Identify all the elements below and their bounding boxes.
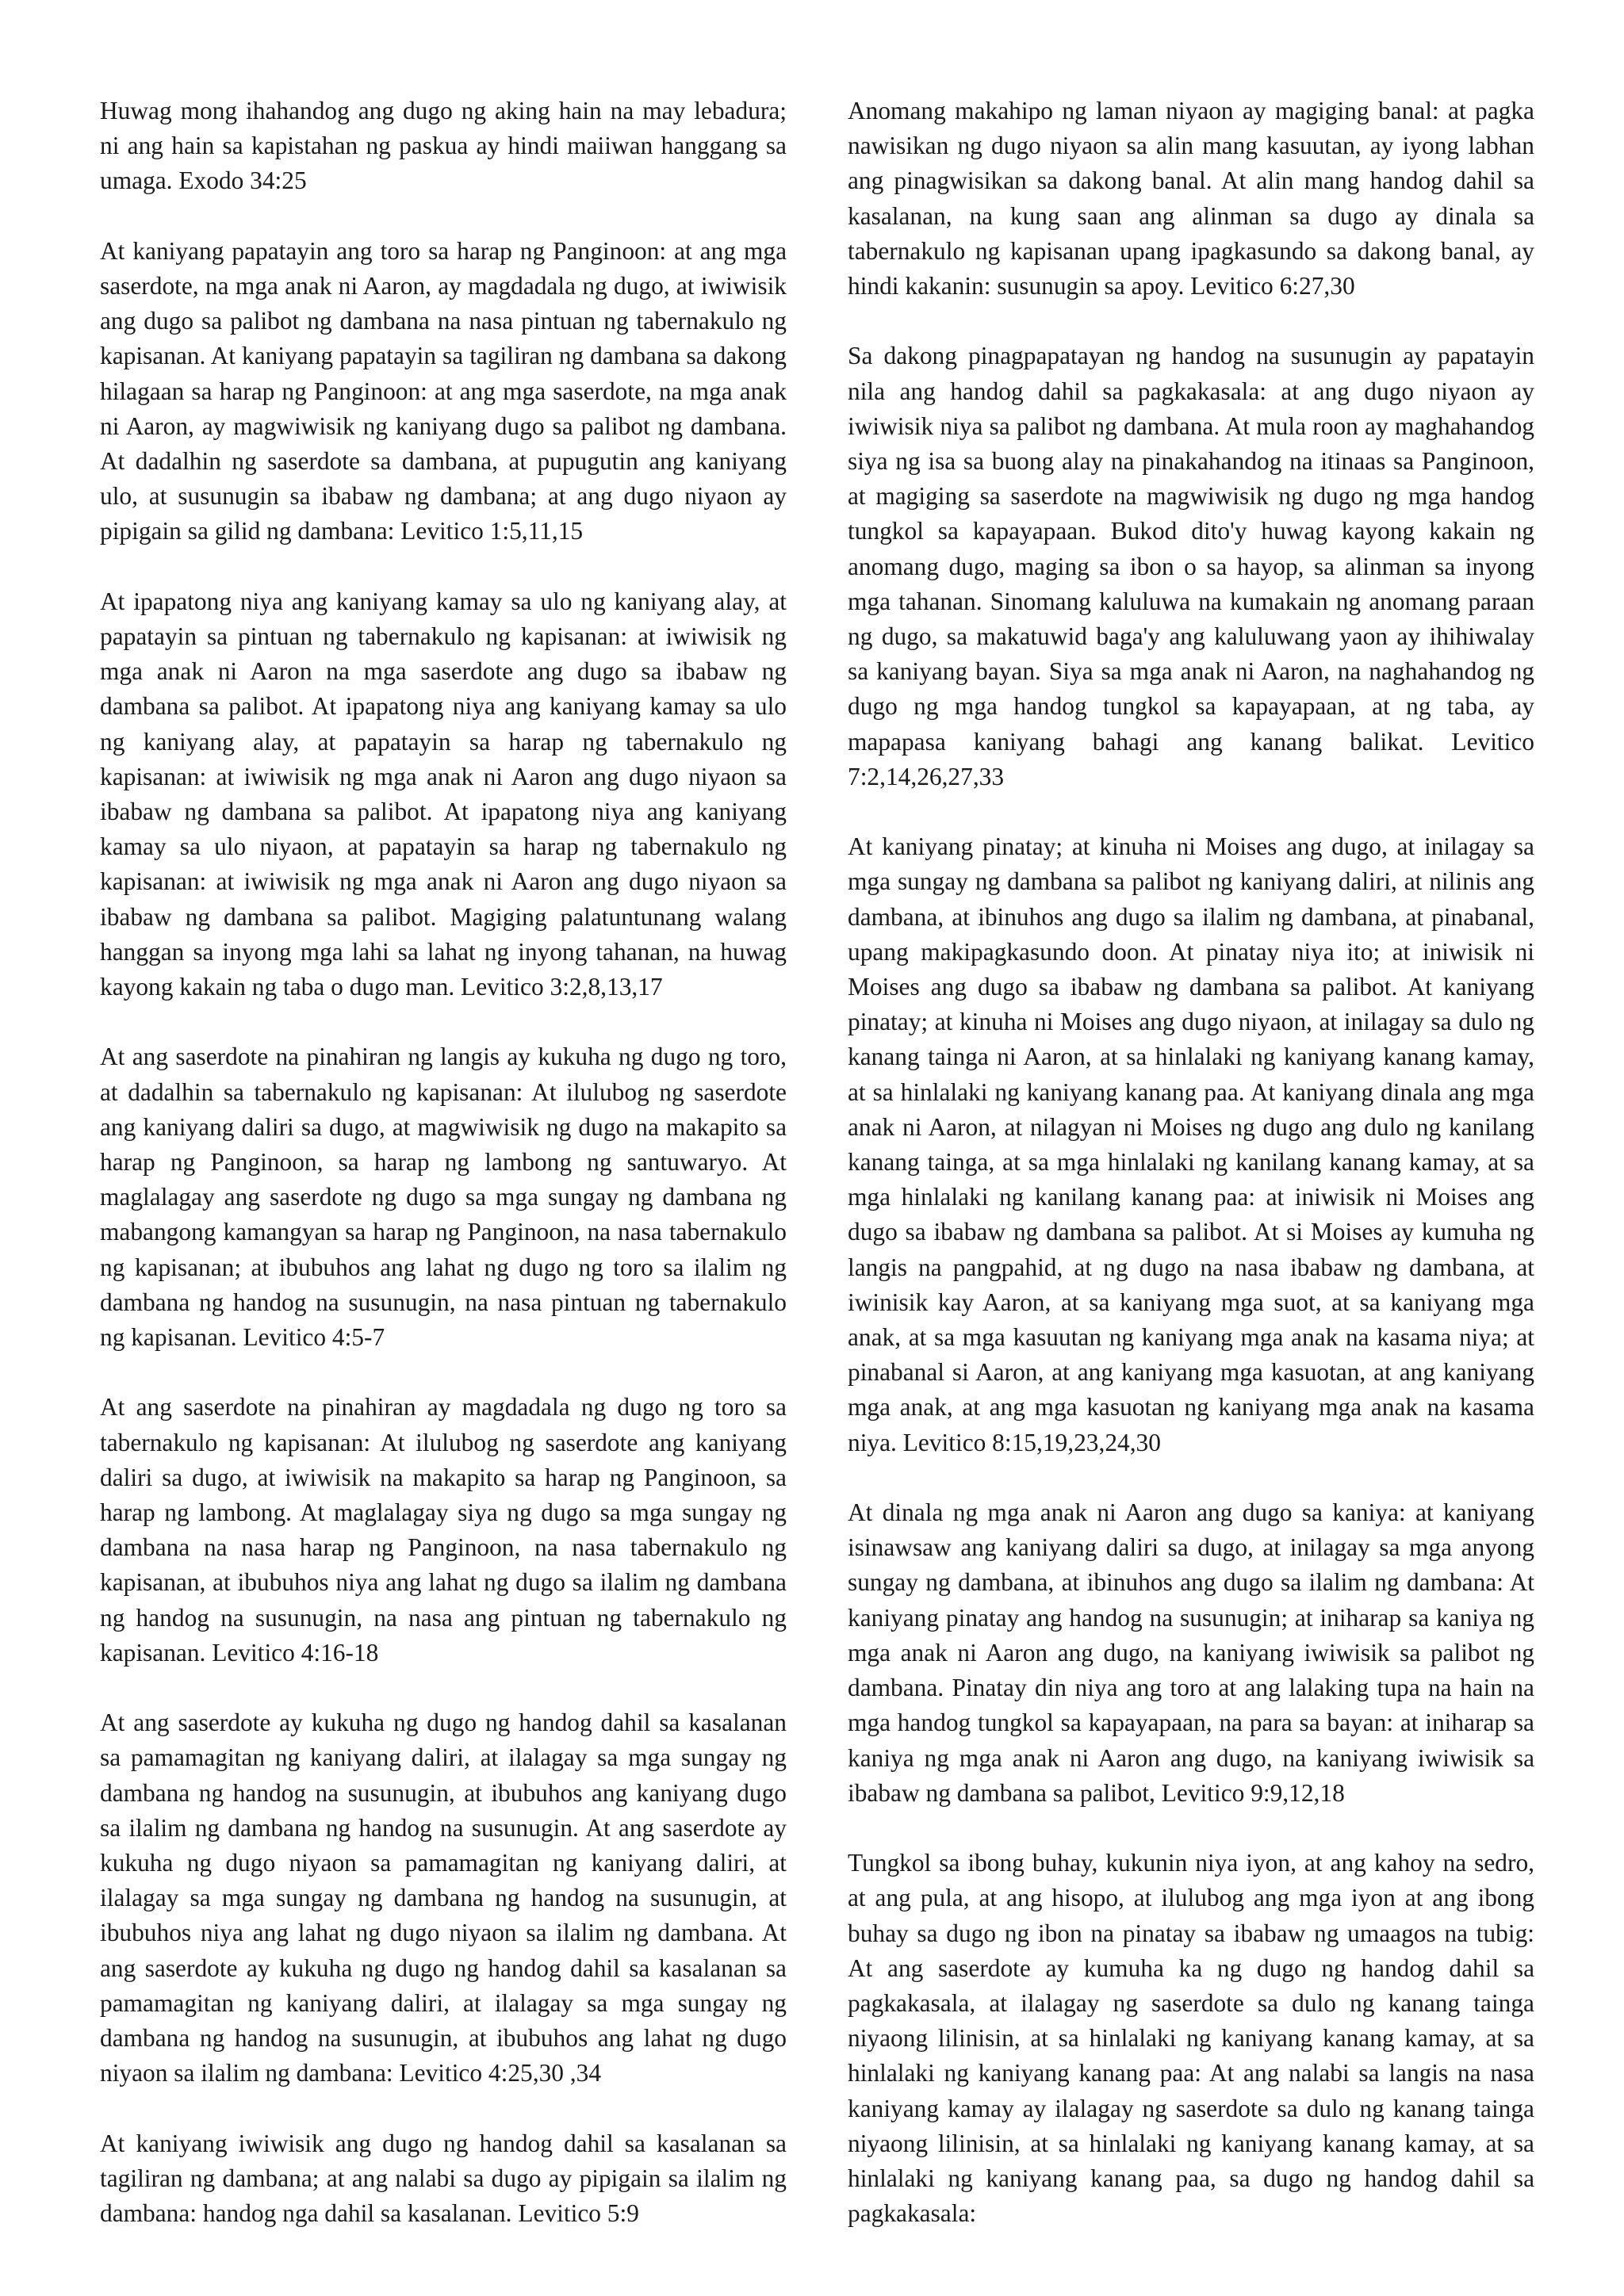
paragraph-levitico-7: Sa dakong pinagpapatayan ng handog na susunugin ay papatayin nila ang handog dahil sa pagkakasala: at ang dugo niyaon ay iwiwisik niya sa palibot ng dambana. At mula roon ay maghahandog siya ng isa sa buong alay na pinakahandog na itinaas sa Panginoon, at magiging sa saserdote na magwiwisik ng dugo ng mga handog tungkol sa kapayapaan. Bukod dito'y huwag kayong kakain ng anomang dugo, maging sa ibon o sa hayop, sa alinman sa inyong mga tahanan. Sinomang kaluluwa na kumakain ng anomang paraan ng dugo, sa makatuwid baga'y ang kaluluwang yaon ay ihihiwalay sa kaniyang bayan. Siya sa mga anak ni Aaron, na naghahandog ng dugo ng mga handog tungkol sa kapayapaan, at ng taba, ay mapapasa kaniyang bahagi ang kanang balikat. Levitico 7:2,14,26,27,33 [848, 342, 1534, 790]
paragraph-levitico-3: At ipapatong niya ang kaniyang kamay sa ulo ng kaniyang alay, at papatayin sa pintuan ng tabernakulo ng kapisanan: at iwiwisik ng mga anak ni Aaron na mga saserdote ang dugo sa ibabaw ng dambana sa palibot. At ipapatong niya ang kaniyang kamay sa ulo ng kaniyang alay, at papatayin sa harap ng tabernakulo ng kapisanan: at iwiwisik ng mga anak ni Aaron ang dugo niyaon sa ibabaw ng dambana sa palibot. At ipapatong niya ang kaniyang kamay sa ulo niyaon, at papatayin sa harap ng tabernakulo ng kapisanan: at iwiwisik ng mga anak ni Aaron ang dugo niyaon sa ibabaw ng dambana sa palibot. Magiging palatuntunang walang hanggan sa inyong mga lahi sa lahat ng inyong tahanan, na huwag kayong kakain ng taba o dugo man. Levitico 3:2,8,13,17 [100, 587, 787, 1001]
paragraph-levitico-8: At kaniyang pinatay; at kinuha ni Moises ang dugo, at inilagay sa mga sungay ng dambana sa palibot ng kaniyang daliri, at nilinis ang dambana, at ibinuhos ang dugo sa ilalim ng dambana, at pinabanal, upang makipagkasundo doon. At pinatay niya ito; at iniwisik ni Moises ang dugo sa ibabaw ng dambana sa palibot. At kaniyang pinatay; at kinuha ni Moises ang dugo niyaon, at inilagay sa dulo ng kanang tainga ni Aaron, at sa hinlalaki ng kaniyang kanang kamay, at sa hinlalaki ng kaniyang kanang paa. At kaniyang dinala ang mga anak ni Aaron, at nilagyan ni Moises ng dugo ang dulo ng kanilang kanang tainga, at sa mga hinlalaki ng kanilang kanang kamay, at sa mga hinlalaki ng kanilang kanang paa: at iniwisik ni Moises ang dugo sa ibabaw ng dambana sa palibot. At si Moises ay kumuha ng langis na pangpahid, at ng dugo na nasa ibabaw ng dambana, at iwinisik kay Aaron, at sa kaniyang mga suot, at sa kaniyang mga anak, at sa mga kasuutan ng kaniyang mga anak na kasama niya; at pinabanal si Aaron, at ang kaniyang mga kasuotan, at ang kaniyang mga anak, at ang mga kasuotan ng kaniyang mga anak na kasama niya. Levitico 8:15,19,23,24,30 [848, 832, 1534, 1456]
right-column [848, 94, 1534, 2231]
paragraph-levitico-1: At kaniyang papatayin ang toro sa harap ng Panginoon: at ang mga saserdote, na mga anak ni Aaron, ay magdadala ng dugo, at iwiwisik ang dugo sa palibot ng dambana na nasa pintuan ng tabernakulo ng kapisanan. At kaniyang papatayin sa tagiliran ng dambana sa dakong hilagaan sa harap ng Panginoon: at ang mga saserdote, na mga anak ni Aaron, ay magwiwisik ng kaniyang dugo sa palibot ng dambana. At dadalhin ng saserdote sa dambana, at pupugutin ang kaniyang ulo, at susunugin sa ibabaw ng dambana; at ang dugo niyaon ay pipigain sa gilid ng dambana: Levitico 1:5,11,15 [100, 236, 787, 545]
left-column [100, 94, 787, 2231]
paragraph-levitico-4-25-34: At ang saserdote ay kukuha ng dugo ng handog dahil sa kasalanan sa pamamagitan ng kaniyang daliri, at ilalagay sa mga sungay ng dambana ng handog na susunugin, at ibubuhos ang kaniyang dugo sa ilalim ng dambana ng handog na susunugin. At ang saserdote ay kukuha ng dugo niyaon sa pamamagitan ng kaniyang daliri, at ilalagay sa mga sungay ng dambana ng handog na susunugin, at ibubuhos niya ang lahat ng dugo niyaon sa ilalim ng dambana. At ang saserdote ay kukuha ng dugo ng handog dahil sa kasalanan sa pamamagitan ng kaniyang daliri, at ilalagay sa mga sungay ng dambana ng handog na susunugin, at ibubuhos ang lahat ng dugo niyaon sa ilalim ng dambana: Levitico 4:25,30 ,34 [100, 1709, 787, 2087]
paragraph-levitico-14: Tungkol sa ibong buhay, kukunin niya iyon, at ang kahoy na sedro, at ang pula, at ang hisopo, at ilulubog ang mga iyon at ang ibong buhay sa dugo ng ibon na pinatay sa ibabaw ng umaagos na tubig: At ang saserdote ay kumuha ka ng dugo ng handog dahil sa pagkakasala, at ilalagay ng saserdote sa dulo ng kanang tainga niyaong lilinisin, at sa hinlalaki ng kaniyang kanang kamay, at sa hinlalaki ng kaniyang kanang paa: At ang nalabi sa langis na nasa kaniyang kamay ay ilalagay ng saserdote sa dulo ng kanang tainga niyaong lilinisin, at sa hinlalaki ng kaniyang kanang kamay, at sa hinlalaki ng kaniyang kanang paa, sa dugo ng handog dahil sa pagkakasala: [848, 1849, 1534, 2228]
paragraph-levitico-5-9: At kaniyang iwiwisik ang dugo ng handog dahil sa kasalanan sa tagiliran ng dambana; at ang nalabi sa dugo ay pipigain sa ilalim ng dambana: handog nga dahil sa kasalanan. Levitico 5:9 [100, 2129, 787, 2228]
paragraph-levitico-4-16-18: At ang saserdote na pinahiran ay magdadala ng dugo ng toro sa tabernakulo ng kapisanan: At ilulubog ng saserdote ang kaniyang daliri sa dugo, at iwiwisik na makapito sa harap ng Panginoon, sa harap ng lambong. At maglalagay siya ng dugo sa mga sungay ng dambana na nasa harap ng Panginoon, na nasa tabernakulo ng kapisanan, at ibubuhos niya ang lahat ng dugo sa ilalim ng dambana ng handog na susunugin, na nasa ang pintuan ng tabernakulo ng kapisanan. Levitico 4:16-18 [100, 1393, 787, 1667]
paragraph-levitico-4-5-7: At ang saserdote na pinahiran ng langis ay kukuha ng dugo ng toro, at dadalhin sa tabernakulo ng kapisanan: At ilulubog ng saserdote ang kaniyang daliri sa dugo, at magwiwisik ng dugo na makapito sa harap ng Panginoon, sa harap ng lambong ng santuwaryo. At maglalagay ang saserdote ng dugo sa mga sungay ng dambana ng mabangong kamangyan sa harap ng Panginoon, na nasa tabernakulo ng kapisanan; at ibubuhos ang lahat ng dugo ng toro sa ilalim ng dambana ng handog na susunugin, na nasa pintuan ng tabernakulo ng kapisanan. Levitico 4:5-7 [100, 1043, 787, 1352]
paragraph-exodo-34-25: Huwag mong ihahandog ang dugo ng aking hain na may lebadura; ni ang hain sa kapistahan ng paskua ay hindi maiiwan hanggang sa umaga. Exodo 34:25 [100, 97, 787, 195]
paragraph-levitico-9: At dinala ng mga anak ni Aaron ang dugo sa kaniya: at kaniyang isinawsaw ang kaniyang daliri sa dugo, at inilagay sa mga anyong sungay ng dambana, at ibinuhos ang dugo sa ilalim ng dambana: At kaniyang pinatay ang handog na susunugin; at iniharap sa kaniya ng mga anak ni Aaron ang dugo, na kaniyang iwiwisik sa palibot ng dambana. Pinatay din niya ang toro at ang lalaking tupa na hain na mga handog tungkol sa kapayapaan, na para sa bayan: at iniharap sa kaniya ng mga anak ni Aaron ang dugo, na kaniyang iwiwisik sa ibabaw ng dambana sa palibot, Levitico 9:9,12,18 [848, 1498, 1534, 1807]
paragraph-levitico-6: Anomang makahipo ng laman niyaon ay magiging banal: at pagka nawisikan ng dugo niyaon sa alin mang kasuutan, ay iyong labhan ang pinagwisikan sa dakong banal. At alin mang handog dahil sa kasalanan, na kung saan ang alinman sa dugo ay dinala sa tabernakulo ng kapisanan upang ipagkasundo sa dakong banal, ay hindi kakanin: susunugin sa apoy. Levitico 6:27,30 [848, 97, 1534, 300]
